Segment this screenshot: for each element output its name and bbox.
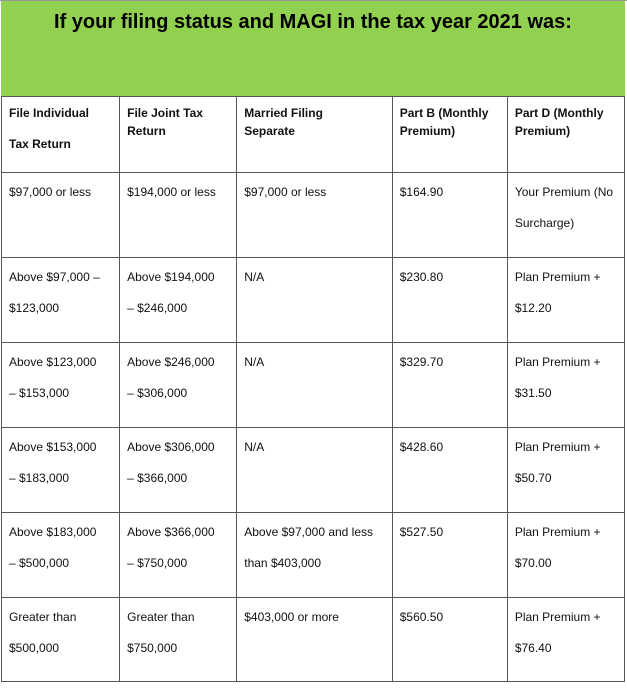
table-row <box>2 598 625 682</box>
banner-title: If your filing status and MAGI in the tax year 2021 was: <box>54 11 572 33</box>
cell-text: $12.20 <box>514 301 552 315</box>
cell-part-b <box>392 173 507 258</box>
cell-separate <box>237 258 392 343</box>
header-joint-line1: File Joint Tax <box>127 106 203 120</box>
cell-text: Above $97,000 – <box>9 270 100 284</box>
cell-joint <box>120 343 237 428</box>
header-part-b <box>392 97 507 173</box>
cell-text: – $183,000 <box>9 471 70 485</box>
cell-text: $527.50 <box>399 525 444 539</box>
header-part-d <box>507 97 624 173</box>
cell-text: N/A <box>244 355 265 369</box>
cell-text: Above $306,000 <box>127 440 215 454</box>
cell-part-b <box>392 343 507 428</box>
cell-text: N/A <box>244 270 265 284</box>
cell-part-d <box>507 598 624 682</box>
cell-text: Above $97,000 and less <box>244 525 374 539</box>
cell-text: – $306,000 <box>127 386 188 400</box>
cell-text: $123,000 <box>9 301 60 315</box>
cell-individual <box>2 598 120 682</box>
header-part-b-line2: Premium) <box>399 124 456 138</box>
cell-text: $97,000 or less <box>244 185 327 199</box>
table-row <box>2 513 625 598</box>
cell-joint <box>120 173 237 258</box>
cell-text: Plan Premium + <box>514 270 601 284</box>
cell-text: Your Premium (No <box>514 185 614 199</box>
title-banner <box>1 1 625 97</box>
cell-individual <box>2 173 120 258</box>
cell-separate <box>237 428 392 513</box>
cell-text: $194,000 or less <box>127 185 216 199</box>
cell-text: $76.40 <box>514 641 552 655</box>
cell-joint <box>120 428 237 513</box>
cell-text: $329.70 <box>399 355 444 369</box>
cell-text: $230.80 <box>399 270 444 284</box>
cell-separate <box>237 343 392 428</box>
cell-text: N/A <box>244 440 265 454</box>
table-row <box>2 173 625 258</box>
cell-part-b <box>392 258 507 343</box>
cell-text: $500,000 <box>9 641 60 655</box>
table-header-row <box>2 97 625 173</box>
cell-text: Plan Premium + <box>514 355 601 369</box>
cell-text: Plan Premium + <box>514 440 601 454</box>
header-individual-line1: File Individual <box>9 106 90 120</box>
cell-text: $31.50 <box>514 386 552 400</box>
header-part-d-line2: Premium) <box>514 124 571 138</box>
cell-text: $428.60 <box>399 440 444 454</box>
cell-individual <box>2 258 120 343</box>
table-row <box>2 428 625 513</box>
cell-part-b <box>392 513 507 598</box>
cell-text: $403,000 or more <box>244 610 339 624</box>
premium-table <box>1 96 625 682</box>
cell-text: Above $183,000 <box>9 525 97 539</box>
cell-part-d <box>507 258 624 343</box>
header-individual <box>2 97 120 173</box>
cell-text: Plan Premium + <box>514 610 601 624</box>
cell-part-d <box>507 428 624 513</box>
cell-text: – $500,000 <box>9 556 70 570</box>
cell-individual <box>2 513 120 598</box>
cell-text: Greater than <box>127 610 195 624</box>
cell-text: – $366,000 <box>127 471 188 485</box>
cell-text: $560.50 <box>399 610 444 624</box>
cell-text: – $750,000 <box>127 556 188 570</box>
header-individual-line2: Tax Return <box>9 137 71 151</box>
table-row <box>2 258 625 343</box>
header-joint <box>120 97 237 173</box>
cell-text: Surcharge) <box>514 216 575 230</box>
header-separate-line1: Married Filing <box>244 106 323 120</box>
header-part-b-line1: Part B (Monthly <box>399 106 489 120</box>
header-joint-line2: Return <box>127 124 166 138</box>
table-row <box>2 343 625 428</box>
cell-text: $70.00 <box>514 556 552 570</box>
cell-text: $97,000 or less <box>9 185 92 199</box>
cell-text: than $403,000 <box>244 556 321 570</box>
cell-individual <box>2 343 120 428</box>
cell-part-d <box>507 343 624 428</box>
cell-separate <box>237 513 392 598</box>
cell-text: Above $366,000 <box>127 525 215 539</box>
cell-text: $750,000 <box>127 641 178 655</box>
header-separate <box>237 97 392 173</box>
cell-joint <box>120 258 237 343</box>
cell-text: Above $153,000 <box>9 440 97 454</box>
cell-separate <box>237 173 392 258</box>
cell-text: – $153,000 <box>9 386 70 400</box>
cell-text: Greater than <box>9 610 77 624</box>
cell-text: Above $194,000 <box>127 270 215 284</box>
cell-part-d <box>507 513 624 598</box>
cell-part-b <box>392 428 507 513</box>
cell-text: $164.90 <box>399 185 444 199</box>
cell-text: Plan Premium + <box>514 525 601 539</box>
cell-separate <box>237 598 392 682</box>
cell-part-b <box>392 598 507 682</box>
header-part-d-line1: Part D (Monthly <box>514 106 604 120</box>
cell-text: $50.70 <box>514 471 552 485</box>
cell-text: – $246,000 <box>127 301 188 315</box>
cell-text: Above $123,000 <box>9 355 97 369</box>
cell-text: Above $246,000 <box>127 355 215 369</box>
cell-part-d <box>507 173 624 258</box>
cell-joint <box>120 513 237 598</box>
cell-individual <box>2 428 120 513</box>
header-separate-line2: Separate <box>244 124 295 138</box>
cell-joint <box>120 598 237 682</box>
